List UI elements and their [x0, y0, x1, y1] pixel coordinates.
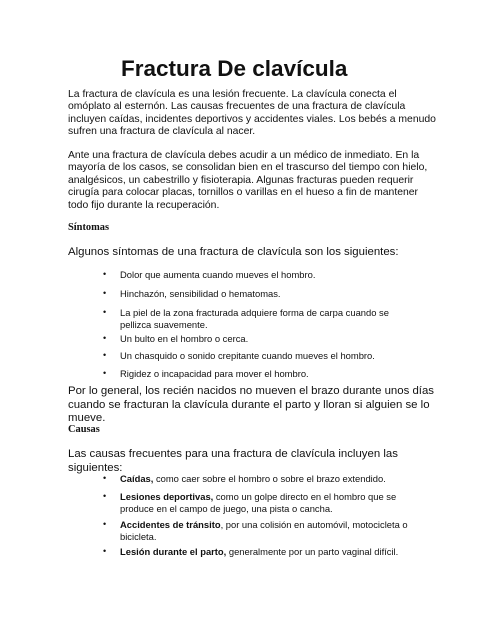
list-item: • Un bulto en el hombro o cerca.	[103, 333, 249, 344]
list-item: • La piel de la zona fracturada adquiere forma de carpa cuando se pellizca suavemente.	[103, 307, 389, 330]
item-term: Lesión durante el parto,	[120, 546, 227, 557]
bullet-icon: •	[103, 350, 107, 360]
bullet-icon: •	[103, 473, 107, 483]
document-title: Fractura De clavícula	[121, 56, 348, 81]
list-item: • Un chasquido o sonido crepitante cuando mueves el hombro.	[103, 350, 375, 361]
bullet-icon: •	[103, 307, 107, 317]
list-item: • Caídas, como caer sobre el hombro o sobre el brazo extendido.	[103, 473, 386, 484]
sintomas-closing: Por lo general, los recién nacidos no mueven el brazo durante unos días cuando se fracturan la clavícula durante el parto y lloran si alguien se lo mueve.	[68, 385, 434, 425]
section-heading-causas: Causas	[68, 424, 100, 435]
section-heading-sintomas: Síntomas	[68, 222, 109, 233]
list-item: • Lesiones deportivas, como un golpe directo en el hombro que se produce en el campo de juego, una pista o cancha.	[103, 491, 397, 514]
bullet-icon: •	[103, 546, 107, 556]
item-term: Lesiones deportivas,	[120, 491, 214, 502]
intro-paragraph-1: La fractura de clavícula es una lesión frecuente. La clavícula conecta el omóplato al esternón. Las causas frecuentes de una fractura de clavícula incluyen caídas, incidentes deportivos y accidentes viales. Los bebés a menudo sufren una fractura de clavícula al nacer.	[68, 89, 436, 138]
bullet-icon: •	[103, 269, 107, 279]
item-term: Caídas,	[120, 473, 154, 484]
list-item: • Dolor que aumenta cuando mueves el hombro.	[103, 269, 316, 280]
bullet-icon: •	[103, 491, 107, 501]
bullet-icon: •	[103, 288, 107, 298]
sintomas-lead: Algunos síntomas de una fractura de clavícula son los siguientes:	[68, 246, 399, 258]
list-item: • Rigidez o incapacidad para mover el hombro.	[103, 368, 309, 379]
bullet-icon: •	[103, 519, 107, 529]
causas-lead: Las causas frecuentes para una fractura de clavícula incluyen las siguientes:	[68, 448, 398, 474]
item-term: Accidentes de tránsito	[120, 519, 221, 530]
list-item: • Accidentes de tránsito, por una colisión en automóvil, motocicleta o bicicleta.	[103, 519, 408, 542]
bullet-icon: •	[103, 333, 107, 343]
bullet-icon: •	[103, 368, 107, 378]
intro-paragraph-2: Ante una fractura de clavícula debes acudir a un médico de inmediato. En la mayoría de los casos, se consolidan bien en el trascurso del tiempo con hielo, analgésicos, un cabestrillo y fisioterapia. Algunas fracturas pueden requerir cirugía para colocar placas, tornillos o varillas en el hueso a fin de mantener todo fijo durante la recuperación.	[68, 150, 428, 211]
list-item: • Lesión durante el parto, generalmente por un parto vaginal difícil.	[103, 546, 399, 557]
list-item: • Hinchazón, sensibilidad o hematomas.	[103, 288, 281, 299]
